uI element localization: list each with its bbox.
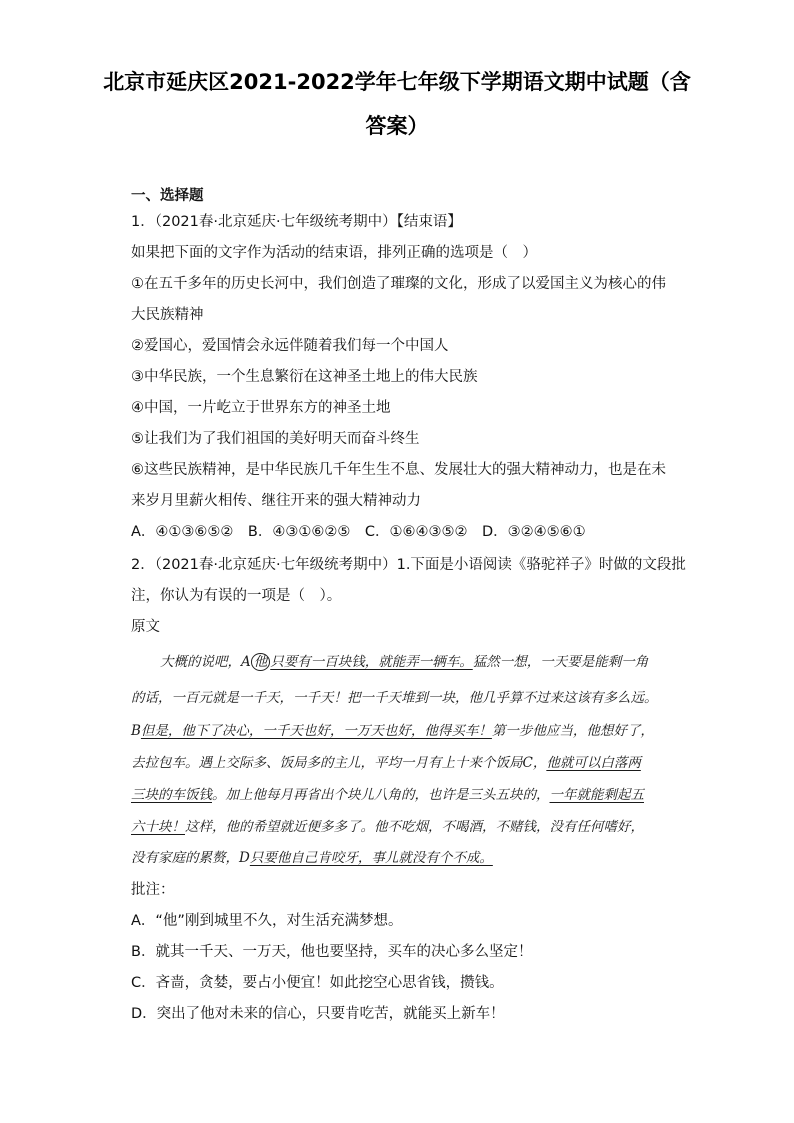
passage-text: 去拉包车。遇上交际多、饭局多的主儿，平均一月有上十来个饭局C，	[131, 755, 547, 771]
q1-stem: 1．（2021春·北京延庆·七年级统考期中）【结束语】	[131, 214, 462, 230]
passage-text: 第一步他应当，他想好了，	[491, 723, 654, 739]
q2-stem-b: 注，你认为有误的一项是（ ）。	[131, 588, 342, 604]
passage-line-2	[131, 688, 658, 708]
underlined-text: 三块的车饭钱	[131, 787, 212, 803]
q1-sentence-6b: 来岁月里薪火相传、继往开来的强大精神动力	[131, 493, 421, 509]
original-text-label: 原文	[131, 619, 160, 635]
passage-text: 。加上他每月再省出个块儿八角的，也许是三头五块的，	[212, 787, 550, 803]
page-title-line-1: 北京市延庆区2021-2022学年七年级下学期语文期中试题（含	[103, 70, 691, 94]
passage-text: 的话，一百元就是一千天，一千天！把一千天堆到一块，他几乎算不过来这该有多么远。	[131, 690, 658, 706]
q2-option-b: B．就其一千天、一万天，他也要坚持，买车的决心多么坚定！	[131, 944, 533, 960]
q1-sentence-2: ②爱国心，爱国情会永远伴随着我们每一个中国人	[131, 338, 449, 354]
underlined-text: 一年就能剩起五	[549, 787, 644, 803]
q1-options: A．④①③⑥⑤② B．④③①⑥②⑤ C．①⑥④③⑤② D．③②④⑤⑥①	[131, 524, 586, 540]
q1-sentence-4: ④中国，一片屹立于世界东方的神圣土地	[131, 400, 391, 416]
passage-text: 没有家庭的累赘，D	[131, 850, 250, 866]
underlined-text: 只要他自己肯咬牙，事儿就没有个不成。	[249, 850, 493, 866]
underlined-text: 但是，他下了决心，一千天也好，一万天也好，他得买车！	[140, 723, 492, 739]
passage-line-7	[131, 848, 493, 868]
passage-text: 猛然一想，一天要是能剩一角	[472, 654, 649, 670]
q1-sentence-3: ③中华民族，一个生息繁衍在这神圣土地上的伟大民族	[131, 369, 478, 385]
passage-line-6	[131, 817, 644, 837]
q2-stem-a: 2．（2021春·北京延庆·七年级统考期中）1.下面是小语阅读《骆驼祥子》时做的文段批	[131, 557, 686, 573]
passage-line-5	[131, 785, 644, 805]
underlined-text: 六十块！	[131, 819, 185, 835]
passage-line-4	[131, 753, 641, 773]
section-heading: 一、选择题	[131, 188, 204, 204]
q1-prompt: 如果把下面的文字作为活动的结束语，排列正确的选项是（ ）	[131, 245, 537, 261]
passage-marker: B	[131, 723, 141, 739]
passage-text: 这样，他的希望就近便多多了。他不吃烟，不喝酒，不赌钱，没有任何嗜好，	[185, 819, 644, 835]
passage-line-3	[131, 721, 654, 741]
underlined-text: 他就可以白落两	[546, 755, 641, 771]
passage-text: 大概的说吧，A	[160, 654, 251, 670]
q1-sentence-6a: ⑥这些民族精神，是中华民族几千年生生不息、发展壮大的强大精神动力，也是在未	[131, 462, 666, 478]
q2-option-d: D．突出了他对未来的信心，只要肯吃苦，就能买上新车！	[131, 1006, 505, 1022]
q2-option-a: A．“他”刚到城里不久，对生活充满梦想。	[131, 913, 403, 929]
q1-sentence-5: ⑤让我们为了我们祖国的美好明天而奋斗终生	[131, 431, 420, 447]
q1-sentence-1b: 大民族精神	[131, 307, 204, 323]
q2-option-c: C．吝啬，贪婪，要占小便宜！如此挖空心思省钱，攒钱。	[131, 975, 504, 991]
q1-sentence-1a: ①在五千多年的历史长河中，我们创造了璀璨的文化，形成了以爱国主义为核心的伟	[131, 276, 666, 292]
circled-word: 他	[251, 653, 271, 671]
underlined-text: 只要有一百块钱，就能弄一辆车。	[270, 654, 473, 670]
page-title-line-2: 答案）	[365, 114, 429, 138]
annotation-label: 批注：	[131, 882, 175, 898]
passage-line-1	[160, 652, 648, 672]
